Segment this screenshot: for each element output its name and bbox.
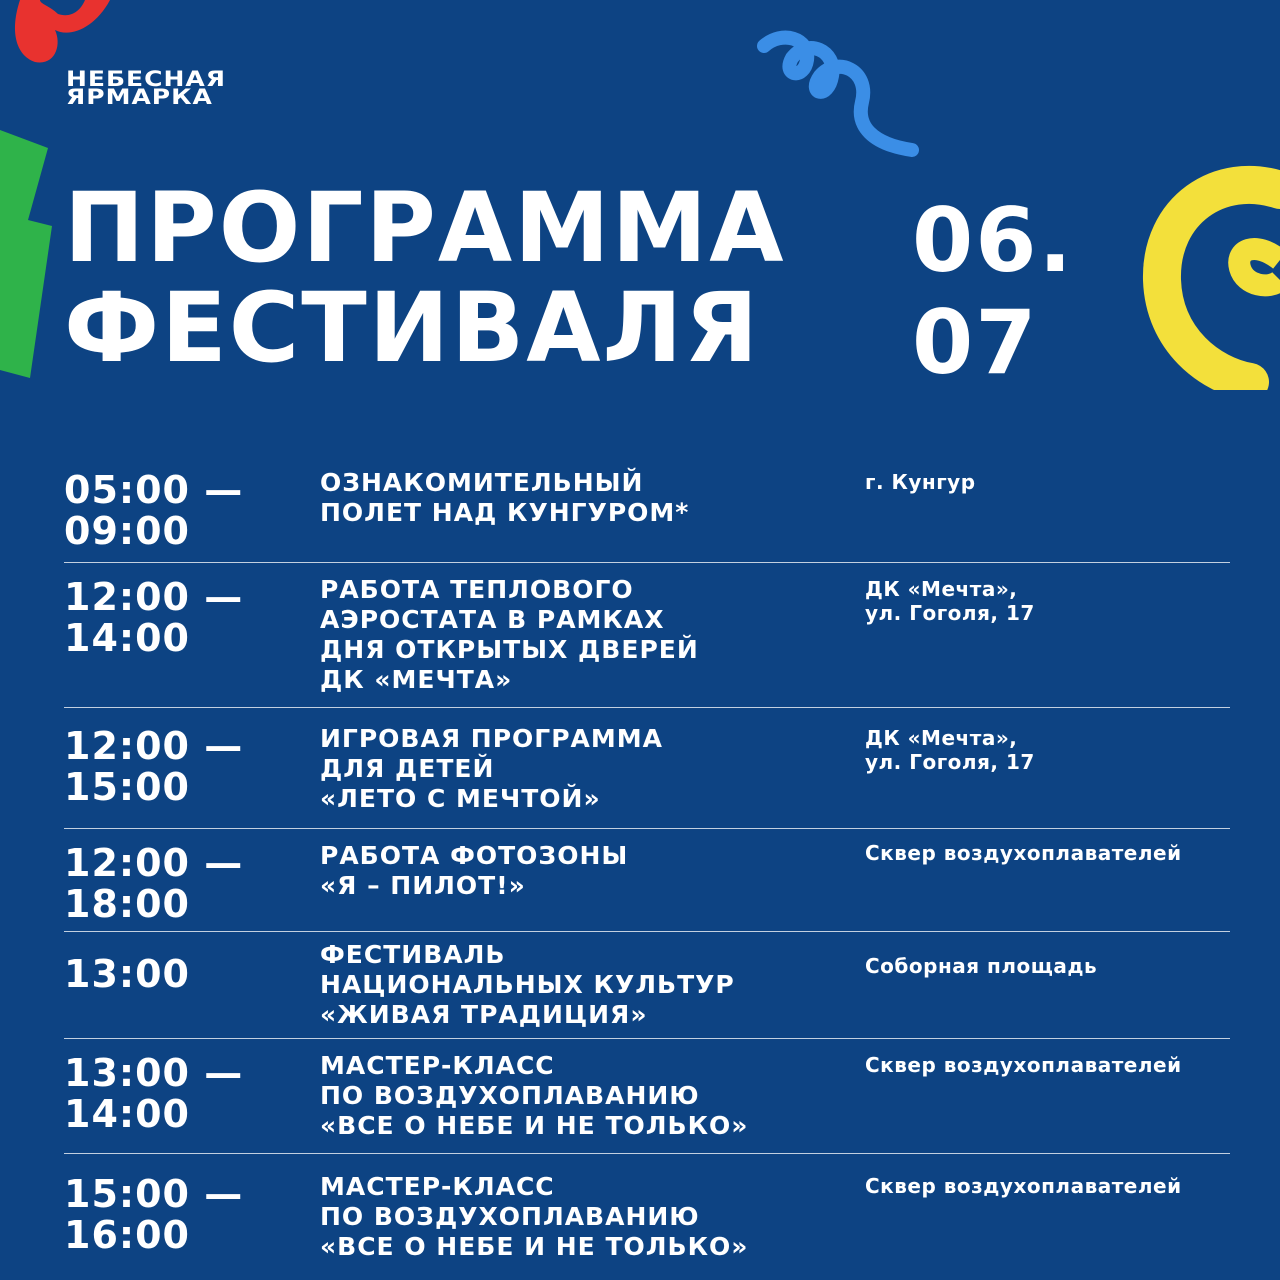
festival-date — [912, 190, 1074, 394]
row-time: 13:00 — [64, 952, 190, 996]
schedule-row — [64, 932, 1230, 1039]
row-place: Сквер воздухоплавателей — [865, 1174, 1182, 1198]
row-place: ДК «Мечта», ул. Гоголя, 17 — [865, 577, 1035, 625]
row-time: 13:00 — 14:00 — [64, 1051, 244, 1136]
row-place: Соборная площадь — [865, 954, 1098, 978]
date-line-1: 06. — [912, 189, 1074, 292]
brand-logo — [66, 66, 227, 110]
schedule-table — [64, 462, 1230, 1274]
row-event: РАБОТА ТЕПЛОВОГО АЭРОСТАТА В РАМКАХ ДНЯ ОТКРЫТЫХ ДВЕРЕЙ ДК «МЕЧТА» — [320, 575, 699, 694]
logo-line-1: НЕБЕСНАЯ — [66, 66, 227, 92]
yellow-swirl-decoration — [1140, 150, 1280, 390]
row-time: 12:00 — 15:00 — [64, 724, 244, 809]
blue-curl-decoration — [752, 18, 932, 168]
row-event: РАБОТА ФОТОЗОНЫ «Я – ПИЛОТ!» — [320, 841, 629, 900]
row-event: ФЕСТИВАЛЬ НАЦИОНАЛЬНЫХ КУЛЬТУР «ЖИВАЯ ТРАДИЦИЯ» — [320, 940, 735, 1029]
schedule-row — [64, 1154, 1230, 1274]
schedule-row — [64, 462, 1230, 563]
row-event: ОЗНАКОМИТЕЛЬНЫЙ ПОЛЕТ НАД КУНГУРОМ* — [320, 468, 690, 527]
row-place: Сквер воздухоплавателей — [865, 1053, 1182, 1077]
row-time: 05:00 — 09:00 — [64, 468, 244, 553]
row-place: г. Кунгур — [865, 470, 976, 494]
title-line-2: ФЕСТИВАЛЯ — [64, 272, 761, 384]
schedule-row — [64, 563, 1230, 708]
green-shape-decoration — [0, 130, 60, 380]
row-event: МАСТЕР-КЛАСС ПО ВОЗДУХОПЛАВАНИЮ «ВСЕ О НЕБЕ И НЕ ТОЛЬКО» — [320, 1172, 749, 1261]
logo-line-2: ЯРМАРКА — [66, 84, 213, 110]
row-time: 15:00 — 16:00 — [64, 1172, 244, 1257]
page-title — [64, 172, 786, 384]
schedule-row — [64, 829, 1230, 932]
row-time: 12:00 — 14:00 — [64, 575, 244, 660]
row-time: 12:00 — 18:00 — [64, 841, 244, 926]
schedule-row — [64, 708, 1230, 829]
row-event: ИГРОВАЯ ПРОГРАММА ДЛЯ ДЕТЕЙ «ЛЕТО С МЕЧТОЙ» — [320, 724, 663, 813]
schedule-row — [64, 1039, 1230, 1154]
row-event: МАСТЕР-КЛАСС ПО ВОЗДУХОПЛАВАНИЮ «ВСЕ О НЕБЕ И НЕ ТОЛЬКО» — [320, 1051, 749, 1140]
row-place: Сквер воздухоплавателей — [865, 841, 1182, 865]
title-line-1: ПРОГРАММА — [64, 172, 786, 284]
row-place: ДК «Мечта», ул. Гоголя, 17 — [865, 726, 1035, 774]
date-line-2: 07 — [912, 291, 1039, 394]
